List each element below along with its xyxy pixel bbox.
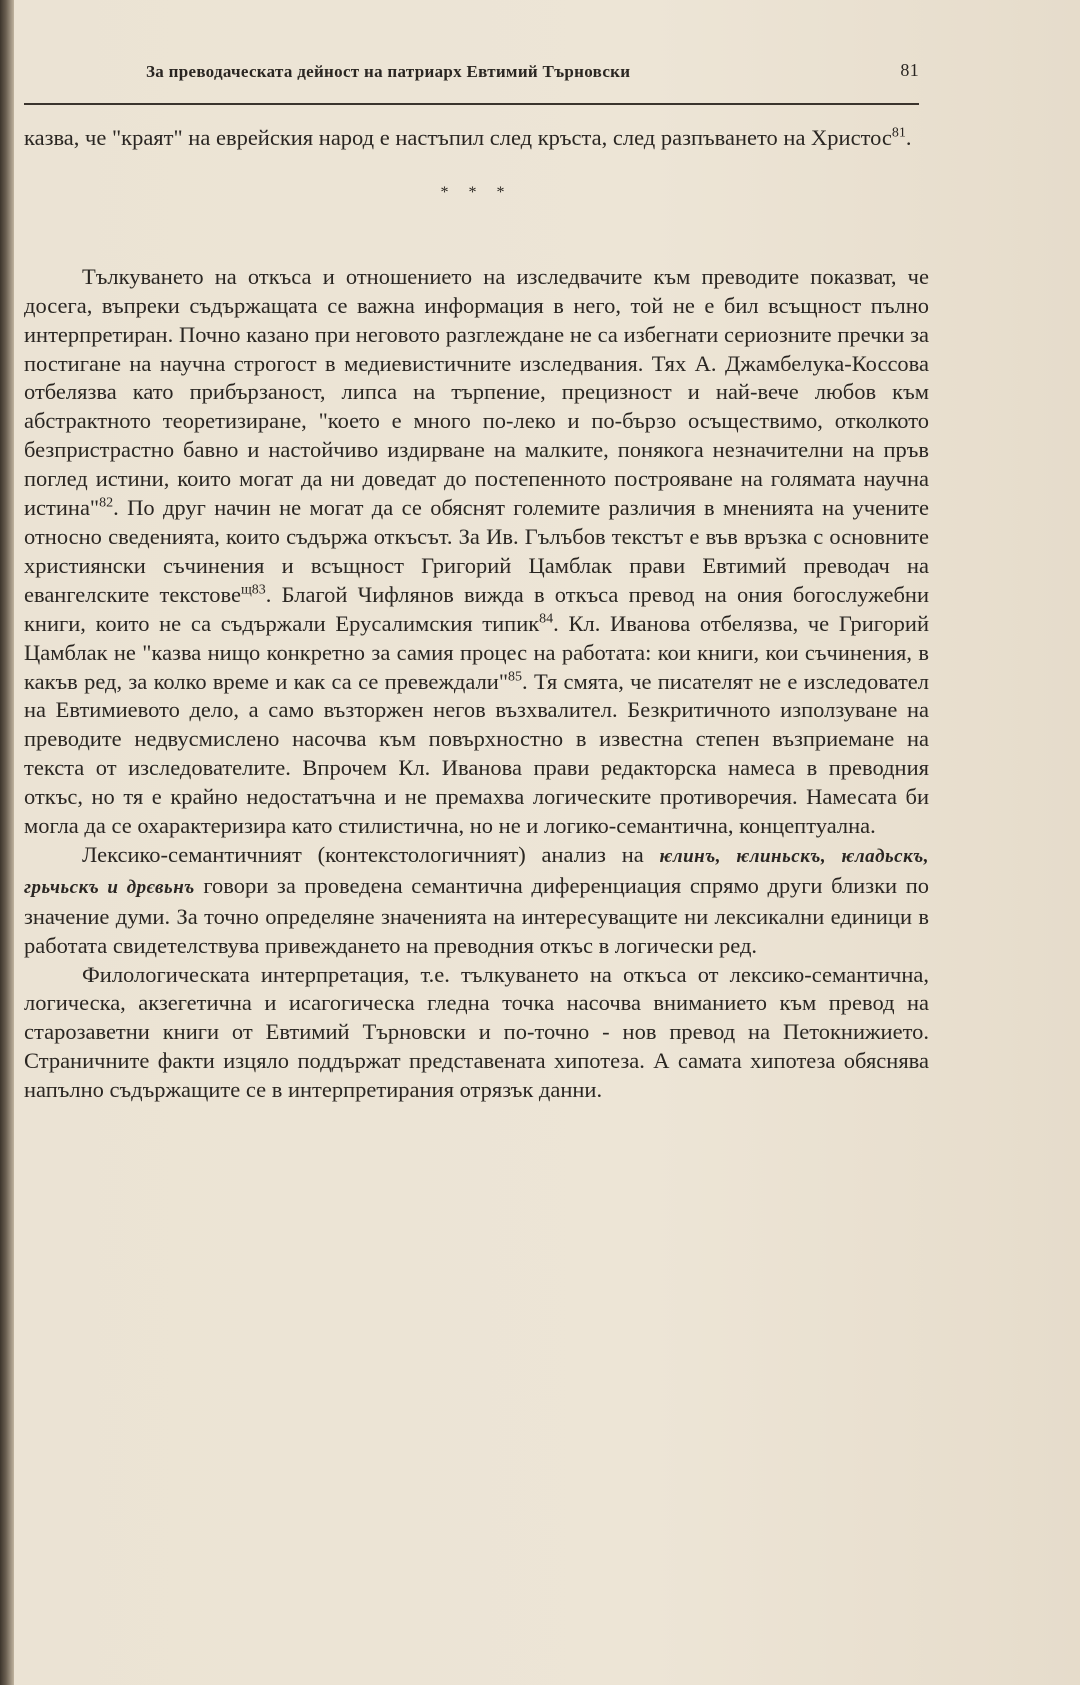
header-rule (24, 103, 919, 105)
footnote-ref-82: 82 (99, 495, 114, 511)
body-text (24, 124, 929, 1105)
book-spine-shadow (0, 0, 14, 1685)
page-number: 81 (900, 60, 919, 80)
running-title: За преводаческата дейност на патриарх Евтимий Търновски (146, 62, 631, 81)
paragraph-continued: казва, че "краят" на еврейския народ е настъпил след кръста, след разпъването на Христос$^{81}$. (24, 125, 912, 150)
footnote-ref-85: 85 (508, 669, 523, 684)
section-separator: * * * (440, 183, 513, 201)
paragraph-philological-interpretation: Филологическата интерпретация, т.е. тълкуването на откъса от лексико-семантична, логическа, акзегетична и исагогическа гледна точка насочва вниманието към превод на старозаветни книги от Евтимий Търновски и по-точно - нов превод на Петокнижието. Страничните факти изцяло поддържат представената хипотеза. А самата хипотеза обяснява напълно съдържащите се в интерпретирания отрязък данни. (24, 961, 929, 1103)
footnote-ref-84: 84 (539, 611, 554, 627)
paragraph-lexical-analysis: Лексико-семантичният (контекстологичният) анализ на ѥлинъ, ѥлиньскъ, ѥладьскъ, грьчьскъ и дрєвьнъ говори за проведена семантична диференциация спрямо други близки по значение думи. За точно определяне значенията на интересуващите ни лексикални единици в работата свидетелствува привеждането на преводния откъс в логически ред. (24, 841, 930, 958)
footnote-ref-83: щ83 (240, 582, 266, 598)
footnote-ref-81: 81 (891, 125, 906, 141)
paragraph-interpretation: Тълкуването на откъса и отношението на изследвачите към преводите показват, че досега, въпреки съдържащата се важна информация в него, той не е бил всъщност пълно интерпретиран. Почно казано при неговото разглеждане не са избегнати сериозните пречки за постигане на научна строгост в медиевистичните изследвания. Тях А. Джамбелука-Коссова отбелязва като прибързаност, липса на търпение, прецизност и най-вече любов към абстрактното теоретизиране, "което е много по-леко и по-бързо осъществимо, отколкото безпристрастно бавно и настойчиво издирване на малките, понякога незначителни на пръв поглед истини, които могат да ни доведат до постепенното построяване на голямата научна истина"$^{82}$. По друг начин не могат да се обяснят големите различия в мненията на учените относно сведенията, които съдържа откъсът. За Ив. Гълъбов текстът е във връзка с основните християнски съчинения и всъщност Григорий Цамблак прави Евтимий преводач на евангелските текстове$^{щ83}$. Благой Чифлянов вижда в откъса превод на ония богослужебни книги, които не са съдържали Ерусалимския типик$^{84}$. Кл. Иванова отбелязва, че Григорий Цамблак не "казва нищо конкретно за самия процес на работата: кои книги, кои съчинения, в какъв ред, за колко време и как са се превеждали"$^{85}$. Тя смята, че писателят не е изследовател на Евтимиевото дело, а само възторжен негов възхвалител. Безкритичното използуване на преводите недвусмислено насочва към повърхностно в известна степен възприемане на текста от изследователите. Впрочем Кл. Иванова прави редакторска намеса в преводния откъс, но тя е крайно недостатъчна и не премахва логическите противоречия. Намесата би могла да се охарактеризира като стилистична, но не и логико-семантична, концептуална. (24, 263, 929, 839)
old-slavonic-terms: ѥлинъ, ѥлиньскъ, ѥладьскъ, грьчьскъ и дрєвьнъ (24, 845, 930, 898)
